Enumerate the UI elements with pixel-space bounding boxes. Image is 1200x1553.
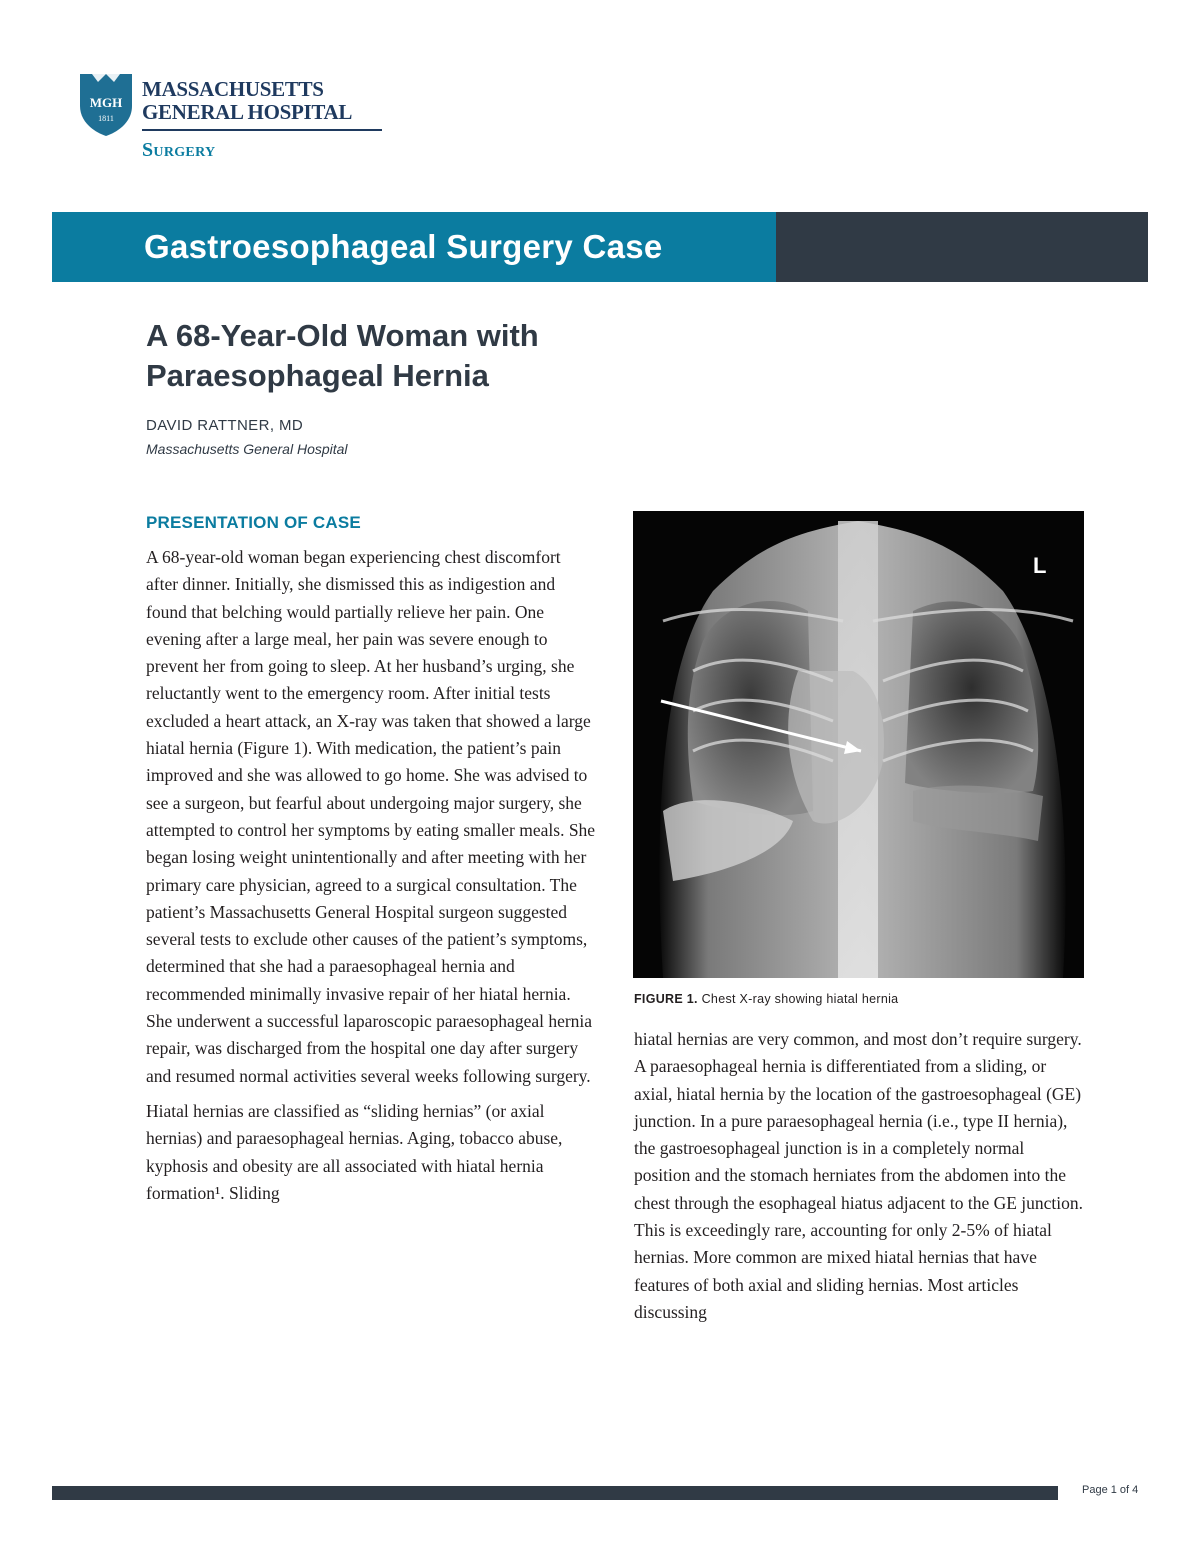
banner-title: Gastroesophageal Surgery Case <box>144 228 663 265</box>
right-column <box>634 1026 1084 1326</box>
xray-illustration <box>633 511 1084 978</box>
mgh-logo <box>78 72 388 172</box>
logo-divider <box>142 129 382 131</box>
shield-year: 1811 <box>98 114 114 123</box>
hospital-name-line1: MASSACHUSETTS <box>142 77 324 101</box>
author-name: DAVID RATTNER, MD <box>146 417 304 434</box>
hospital-name <box>142 78 352 124</box>
left-column <box>146 544 596 1207</box>
page-number: Page 1 of 4 <box>1082 1484 1139 1496</box>
title-banner <box>52 212 1148 282</box>
banner-accent <box>52 212 776 282</box>
mgh-shield-icon <box>78 72 134 138</box>
figure-caption-text: Chest X-ray showing hiatal hernia <box>701 992 899 1006</box>
author-affiliation: Massachusetts General Hospital <box>146 441 348 457</box>
shield-text: MGH <box>89 95 123 110</box>
footer-bar <box>52 1486 1058 1500</box>
section-heading: PRESENTATION OF CASE <box>146 513 361 532</box>
body-paragraph: hiatal hernias are very common, and most don’t require surgery. A paraesophageal hernia is differentiated from a sliding, or axial, hiatal hernia by the location of the gastroesophageal (GE) junction. In a pure paraesophageal hernia (i.e., type II hernia), the gastroesophageal junction is in a completely normal position and the stomach herniates from the abdomen into the chest through the esophageal hiatus adjacent to the GE junction. This is exceedingly rare, accounting for only 2-5% of hiatal hernias. More common are mixed hiatal hernias that have features of both axial and sliding hernias. Most articles discussing <box>634 1029 1084 1322</box>
body-paragraph: A 68-year-old woman began experiencing chest discomfort after dinner. Initially, she dismissed this as indigestion and found that belching would partially relieve her pain. One evening after a large meal, her pain was severe enough to prevent her from going to sleep. At her husband’s urging, she reluctantly went to the emergency room. After initial tests excluded a heart attack, an X-ray was taken that showed a large hiatal hernia (Figure 1). With medication, the patient’s pain improved and she was allowed to go home. She was advised to see a surgeon, but fearful about undergoing major surgery, she attempted to control her symptoms by eating smaller meals. She began losing weight unintentionally and after meeting with her primary care physician, agreed to a surgical consultation. The patient’s Massachusetts General Hospital surgeon suggested several tests to exclude other causes of the patient’s symptoms, determined that she had a paraesophageal hernia and recommended minimally invasive repair of her hiatal hernia. She underwent a successful laparoscopic paraesophageal hernia repair, was discharged from the hospital one day after surgery and resumed normal activities several weeks following surgery. <box>146 547 596 1086</box>
article-title <box>146 316 766 396</box>
figure-label: FIGURE 1. <box>634 992 698 1006</box>
article-title-line2: Paraesophageal Hernia <box>146 358 489 393</box>
hospital-name-line2: GENERAL HOSPITAL <box>142 100 353 124</box>
chest-xray-image <box>633 511 1084 978</box>
article-title-line1: A 68-Year-Old Woman with <box>146 318 539 353</box>
svg-text:L: L <box>1033 553 1047 578</box>
figure-caption <box>634 992 898 1006</box>
department-name: Surgery <box>142 139 216 161</box>
body-paragraph: Hiatal hernias are classified as “sliding hernias” (or axial hernias) and paraesophageal hernias. Aging, tobacco abuse, kyphosis and obesity are all associated with hiatal hernia formation¹. Sliding <box>146 1100 563 1203</box>
